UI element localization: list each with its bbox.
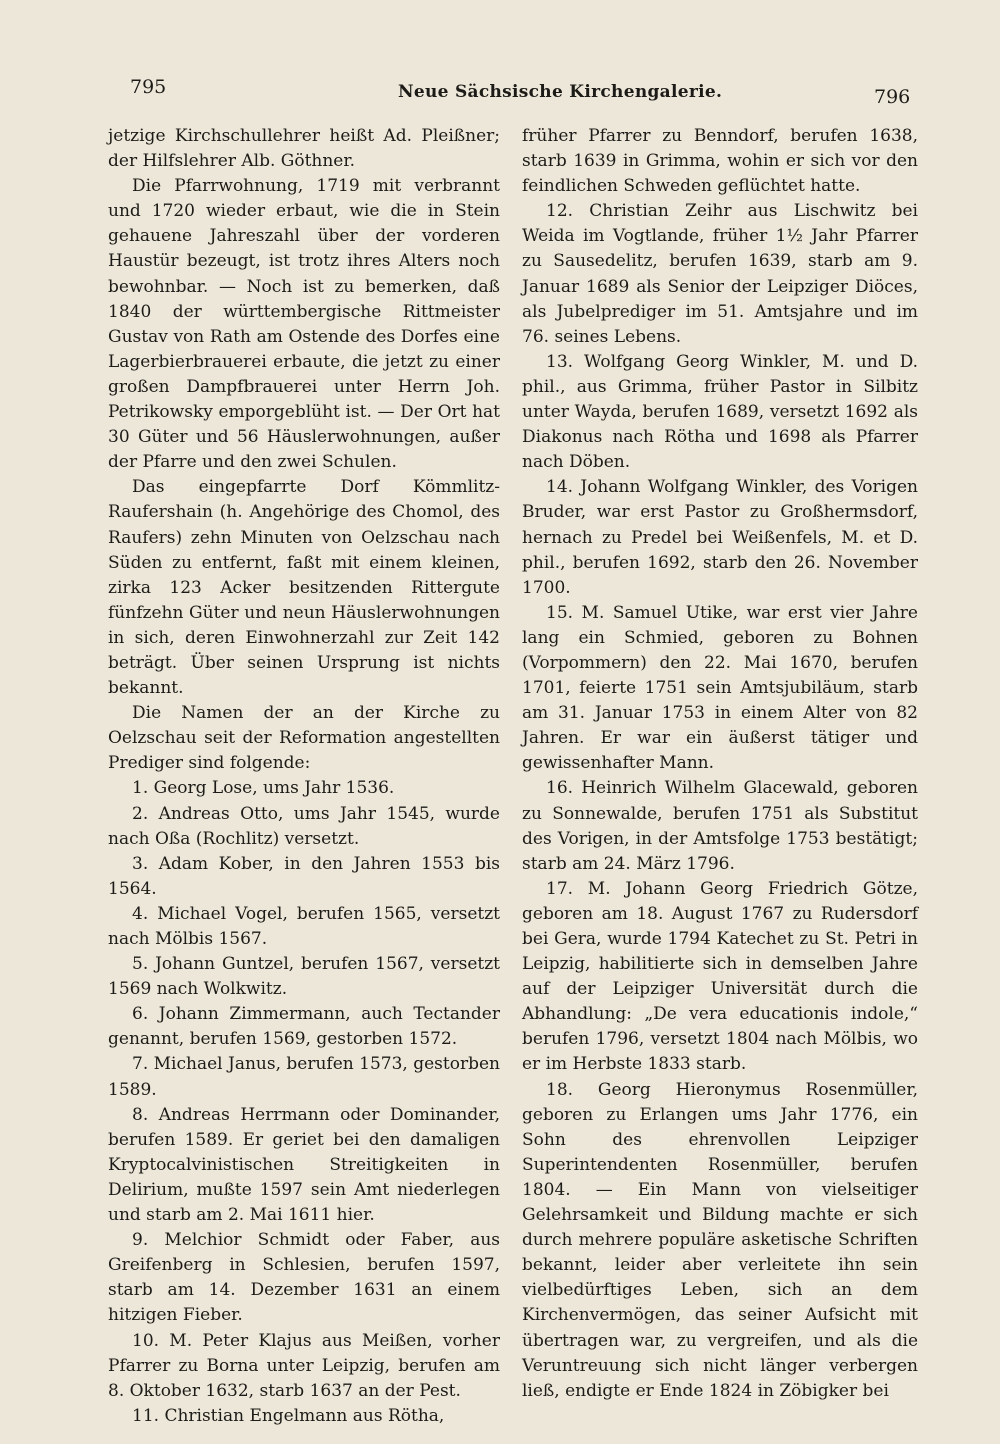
left-column [108,124,500,1429]
preacher-entry: 2. Andreas Otto, ums Jahr 1545, wurde nach Oßa (Rochlitz) versetzt. [108,803,500,849]
preacher-entry: 18. Georg Hieronymus Rosenmüller, geboren zu Erlangen ums Jahr 1776, ein Sohn des ehrenvollen Leipziger Superintendenten Rosenmüller, berufen 1804. — Ein Mann von vielseitiger Gelehrsamkeit und Bildung machte er sich durch mehrere populäre asketische Schriften bekannt, leider aber verleitete ihn sein vielbedürftiges Leben, sich an dem Kirchenvermögen, das seiner Aufsicht mit übertragen war, zu vergreifen, und als die Veruntreuung sich nicht länger verbergen ließ, endigte er Ende 1824 in Zöbigker bei [522,1079,918,1401]
preacher-entry: 12. Christian Zeihr aus Lischwitz bei Weida im Vogtlande, früher 1½ Jahr Pfarrer zu Sausedelitz, berufen 1639, starb am 9. Januar 1689 als Senior der Leipziger Diöces, als Jubelprediger im 51. Amtsjahre und im 76. seines Lebens. [522,201,918,347]
preacher-entry: 5. Johann Guntzel, berufen 1567, versetzt 1569 nach Wolkwitz. [108,954,500,1000]
paragraph: Die Namen der an der Kirche zu Oelzschau seit der Reformation angestellten Prediger sind folgende: [108,703,500,774]
preacher-entry: 1. Georg Lose, ums Jahr 1536. [132,778,395,799]
paragraph: jetzige Kirchschullehrer heißt Ad. Pleißner; der Hilfslehrer Alb. Göthner. [108,126,500,172]
preacher-entry: 17. M. Johann Georg Friedrich Götze, geboren am 18. August 1767 zu Rudersdorf bei Gera, wurde 1794 Katechet zu St. Petri in Leipzig, habilitierte sich in demselben Jahre auf der Leipziger Universität durch die Abhandlung: „De vera educationis indole,“ berufen 1796, versetzt 1804 nach Mölbis, wo er im Herbste 1833 starb. [522,878,918,1075]
preacher-entry: 13. Wolfgang Georg Winkler, M. und D. phil., aus Grimma, früher Pastor in Silbitz unter Wayda, berufen 1689, versetzt 1692 als Diakonus nach Rötha und 1698 als Pfarrer nach Döben. [522,351,918,473]
page-header [0,76,1000,106]
paragraph: früher Pfarrer zu Benndorf, berufen 1638, starb 1639 in Grimma, wohin er sich vor den feindlichen Schweden geflüchtet hatte. [522,126,918,197]
running-title: Neue Sächsische Kirchengalerie. [398,82,723,102]
right-column [522,124,918,1404]
page-number-right: 796 [874,86,911,108]
preacher-entry: 6. Johann Zimmermann, auch Tectander genannt, berufen 1569, gestorben 1572. [108,1004,500,1050]
preacher-entry: 11. Christian Engelmann aus Rötha, [132,1405,445,1426]
paragraph: Das eingepfarrte Dorf Kömmlitz-Raufershain (h. Angehörige des Chomol, des Raufers) zehn Minuten von Oelzschau nach Süden zu entfernt, faßt mit einem kleinen, zirka 123 Acker besitzenden Rittergute fünfzehn Güter und neun Häuslerwohnungen in sich, deren Einwohnerzahl zur Zeit 142 beträgt. Über seinen Ursprung ist nichts bekannt. [108,477,500,699]
preacher-entry: 9. Melchior Schmidt oder Faber, aus Greifenberg in Schlesien, berufen 1597, starb am 14. Dezember 1631 an einem hitzigen Fieber. [108,1230,500,1326]
page-number-left: 795 [130,76,167,98]
preacher-entry: 8. Andreas Herrmann oder Dominander, berufen 1589. Er geriet bei den damaligen Kryptocalvinistischen Streitigkeiten in Delirium, mußte 1597 sein Amt niederlegen und starb am 2. Mai 1611 hier. [108,1104,500,1226]
preacher-entry: 14. Johann Wolfgang Winkler, des Vorigen Bruder, war erst Pastor zu Großhermsdorf, hernach zu Predel bei Weißenfels, M. et D. phil., berufen 1692, starb den 26. November 1700. [522,477,918,598]
preacher-entry: 4. Michael Vogel, berufen 1565, versetzt nach Mölbis 1567. [108,903,500,949]
preacher-entry: 10. M. Peter Klajus aus Meißen, vorher Pfarrer zu Borna unter Leipzig, berufen am 8. Oktober 1632, starb 1637 an der Pest. [108,1330,500,1401]
preacher-entry: 16. Heinrich Wilhelm Glacewald, geboren zu Sonnewalde, berufen 1751 als Substitut des Vorigen, in der Amtsfolge 1753 bestätigt; starb am 24. März 1796. [522,778,918,874]
preacher-entry: 7. Michael Janus, berufen 1573, gestorben 1589. [108,1054,500,1100]
preacher-entry: 3. Adam Kober, in den Jahren 1553 bis 1564. [108,853,500,899]
paragraph: Die Pfarrwohnung, 1719 mit verbrannt und 1720 wieder erbaut, wie die in Stein gehauene Jahreszahl über der vorderen Haustür bezeugt, ist trotz ihres Alters noch bewohnbar. — Noch ist zu bemerken, daß 1840 der württembergische Rittmeister Gustav von Rath am Ostende des Dorfes eine Lagerbierbrauerei erbaute, die jetzt zu einer großen Dampfbrauerei unter Herrn Joh. Petrikowsky emporgeblüht ist. — Der Ort hat 30 Güter und 56 Häuslerwohnungen, außer der Pfarre und den zwei Schulen. [108,176,500,473]
preacher-entry: 15. M. Samuel Utike, war erst vier Jahre lang ein Schmied, geboren zu Bohnen (Vorpommern) den 22. Mai 1670, berufen 1701, feierte 1751 sein Amtsjubiläum, starb am 31. Januar 1753 in einem Alter von 82 Jahren. Er war ein äußerst tätiger und gewissenhafter Mann. [522,602,918,774]
